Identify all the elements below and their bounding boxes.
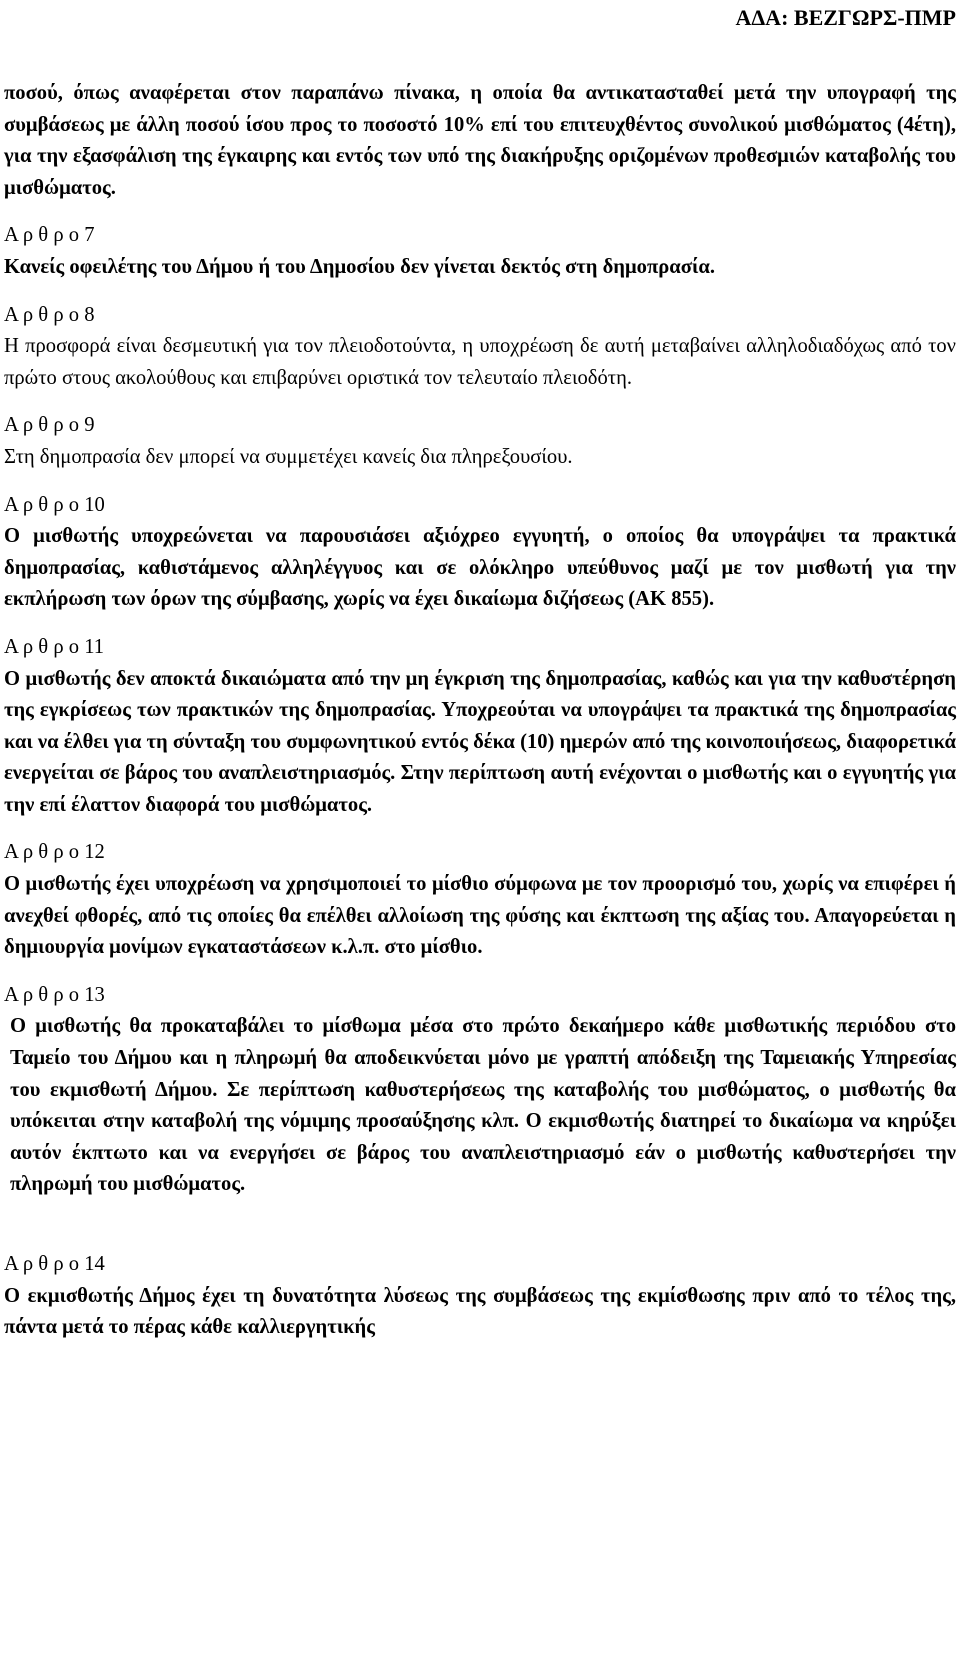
article-10-text: Ο μισθωτής υποχρεώνεται να παρουσιάσει αξιόχρεο εγγυητή, ο οποίος θα υπογράψει τα πρακτικά δημοπρασίας, καθιστάμενος αλληλέγγυος και σε ολόκληρο υπεύθυνος μαζί με τον μισθωτή για την εκπλήρωση των όρων της σύμβασης, χωρίς να έχει δικαίωμα διζήσεως (ΑΚ 855). (4, 525, 956, 611)
article-11-text: Ο μισθωτής δεν αποκτά δικαιώματα από την μη έγκριση της δημοπρασίας, καθώς και για την καθυστέρηση της εγκρίσεως των πρακτικών της δημοπρασίας. Υποχρεούται να υπογράψει τα πρακτικά της δημοπρασίας και να έλθει για τη σύνταξη του συμφωνητικού εντός δέκα (10) ημερών από της κοινοποιήσεως, διαφορετικά ενεργείται σε βάρος του αναπλειστηριασμός. Στην περίπτωση αυτή ενέχονται ο μισθωτής και ο εγγυητής για την επί έλαττον διαφορά του μισθώματος. (4, 667, 956, 816)
article-9-text: Στη δημοπρασία δεν μπορεί να συμμετέχει κανείς δια πληρεξουσίου. (4, 445, 573, 468)
ada-header: ΑΔΑ: ΒΕΖΓΩΡΣ-ΠΜΡ (735, 5, 956, 30)
article-14-text: Ο εκμισθωτής Δήμος έχει τη δυνατότητα λύσεως της συμβάσεως της εκμίσθωσης πριν από το τέλος της, πάντα μετά το πέρας κάθε καλλιεργητικής (4, 1284, 956, 1339)
article-8-heading: Α ρ θ ρ ο 8 (4, 303, 95, 326)
article-10-heading: Α ρ θ ρ ο 10 (4, 493, 105, 516)
article-9-heading: Α ρ θ ρ ο 9 (4, 414, 95, 437)
article-8-text: Η προσφορά είναι δεσμευτική για τον πλειοδοτούντα, η υποχρέωση δε αυτή μεταβαίνει αλληλοδιαδόχως από τον πρώτο στους ακολούθους και επιβαρύνει οριστικά τον τελευταίο πλειοδότη. (4, 335, 956, 389)
intro-paragraph: ποσού, όπως αναφέρεται στον παραπάνω πίνακα, η οποία θα αντικατασταθεί μετά την υπογραφή της συμβάσεως με άλλη ποσού ίσου προς το ποσοστό 10% επί του επιτευχθέντος συνολικού μισθώματος (4έτη), για την εξασφάλιση της έγκαιρης και εντός των υπό της διακήρυξης οριζομένων προθεσμιών καταβολής του μισθώματος. (4, 82, 956, 199)
article-7-text: Κανείς οφειλέτης του Δήμου ή του Δημοσίου δεν γίνεται δεκτός στη δημοπρασία. (4, 255, 715, 278)
document-body (4, 78, 956, 1344)
article-14-heading: Α ρ θ ρ ο 14 (4, 1253, 105, 1275)
article-7-heading: Α ρ θ ρ ο 7 (4, 224, 95, 247)
article-11-heading: Α ρ θ ρ ο 11 (4, 635, 105, 658)
article-13-text: Ο μισθωτής θα προκαταβάλει το μίσθωμα μέσα στο πρώτο δεκαήμερο κάθε μισθωτικής περιόδου στο Ταμείο του Δήμου και η πληρωμή θα αποδεικνύεται μόνο με γραπτή απόδειξη της Ταμειακής Υπηρεσίας του εκμισθωτή Δήμου. Σε περίπτωση καθυστερήσεως της καταβολής του μισθώματος, ο μισθωτής θα υπόκειται στην καταβολή της νόμιμης προσαύξησης κλπ. Ο εκμισθωτής διατηρεί το δικαίωμα να κηρύξει αυτόν έκπτωτο και να ενεργήσει σε βάρος του αναπλειστηριασμό εάν ο μισθωτής καθυστερήσει την πληρωμή του μισθώματος. (10, 1015, 956, 1196)
article-12-heading: Α ρ θ ρ ο 12 (4, 841, 105, 864)
article-13-heading: Α ρ θ ρ ο 13 (4, 983, 105, 1006)
article-12-text: Ο μισθωτής έχει υποχρέωση να χρησιμοποιεί το μίσθιο σύμφωνα με τον προορισμό του, χωρίς να επιφέρει ή ανεχθεί φθορές, από τις οποίες θα επέλθει αλλοίωση της φύσης και έκπτωση της αξίας του. Απαγορεύεται η δημιουργία μονίμων εγκαταστάσεων κ.λ.π. στο μίσθιο. (4, 873, 956, 959)
